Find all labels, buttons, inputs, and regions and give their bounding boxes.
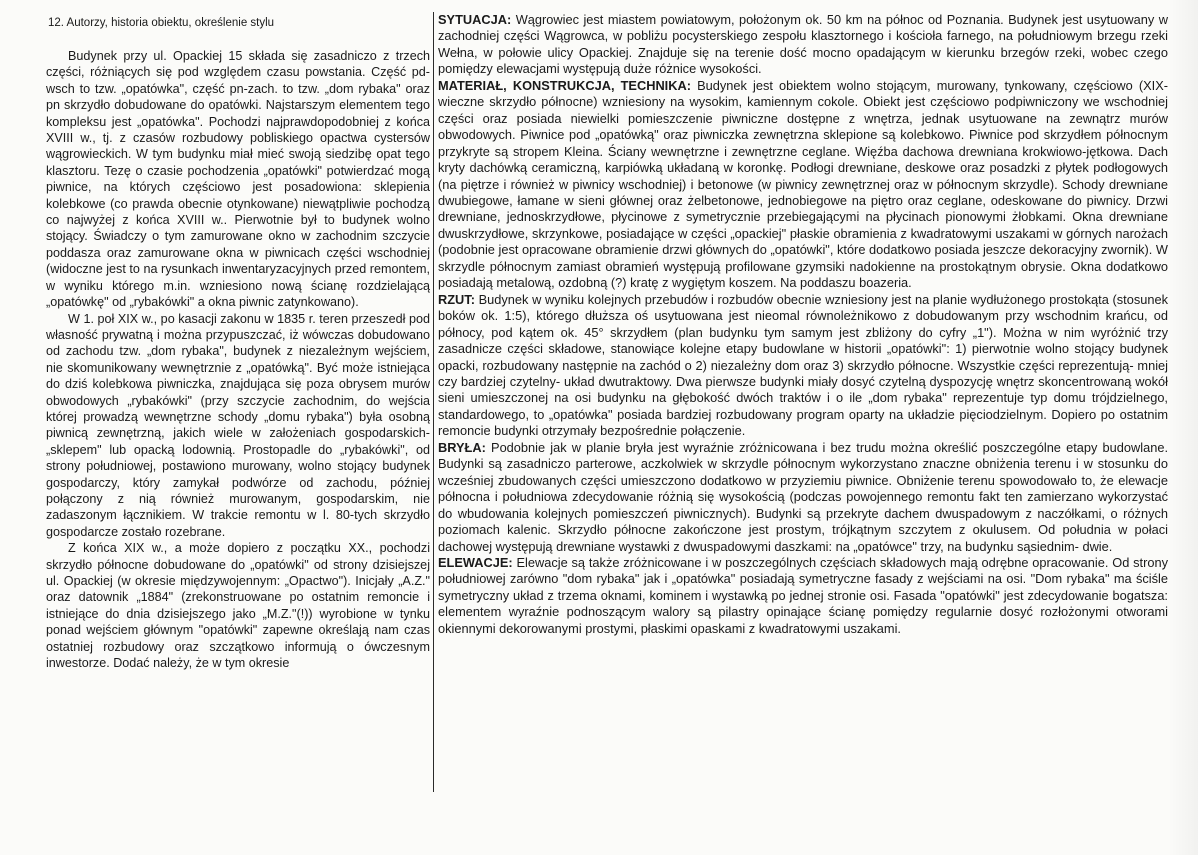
section-heading: ELEWACJE: (438, 554, 513, 570)
section-heading: MATERIAŁ, KONSTRUKCJA, TECHNIKA: (438, 77, 691, 93)
section-rzut (438, 292, 1168, 440)
paragraph: Budynek przy ul. Opackiej 15 składa się zasadniczo z trzech części, różniących się pod względem czasu powstania. Część pd-wsch to tzw. „opatówka", część pn-zach. to tzw. „dom rybaka" oraz pn skrzydło dobudowane do opatówki. Najstarszym elementem tego kompleksu jest „opatówka". Pochodzi najprawdopodobniej z końca XVIII w., tj. z czasów rozbudowy pobliskiego opactwa cystersów wągrowieckich. W tym budynku miał mieć swoją siedzibę opat tego klasztoru. Tezę o czasie pochodzenia „opatówki" potwierdzać mogą piwnice, na których częściowo jest posadowiona: sklepienia kolebkowe (co prawda obecnie otynkowane) niewątpliwie pochodzą co najwyżej z końca XVIII w.. Pierwotnie był to budynek wolno stojący. Świadczy o tym zamurowane okno w zachodnim szczycie poddasza oraz zamurowane okna w piwnicach części wschodniej (widoczne jest to na rysunkach inwentaryzacyjnych przed remontem, w wyniku którego m.in. wzniesiono nową ścianę rozdzielającą „opatówkę" od „rybakówki" a okna piwnic zatynkowano). (46, 49, 430, 310)
paragraph: Z końca XIX w., a może dopiero z początku XX., pochodzi skrzydło północne dobudowane do „opatówki" od strony dzisiejszej ul. Opackiej (w okresie międzywojennym: „Opactwo"). Inicjały „A.Z." oraz datownik „1884" (zrekonstruowane po ostatnim remoncie i istniejące do dnia dzisiejszego jako „M.Z."(!)) wyrobione w tynku ponad wejściem głównym "opatówki" zapewne określają nam czas ostatniej rozbudowy oraz szczątkowo informują o ówczesnym inwestorze. Dodać należy, że w tym okresie (46, 541, 430, 671)
section-material (438, 78, 1168, 292)
section-text: Budynek w wyniku kolejnych przebudów i rozbudów obecnie wzniesiony jest na planie wydłużonego prostokąta (stosunek boków ok. 1:5), którego dłuższa oś usytuowana jest nieomal równoleżnikowo z dobudowanym przy wschodnim krańcu, od północy, pod kątem ok. 45° skrzydłem (plan budynku tym samym jest zbliżony do cyfry „1"). Można w nim wyróżnić trzy zasadnicze części składowe, stanowiące kolejne etapy budowlane w historii „opatówki": 1) pierwotnie wolno stojący budynek opacki, rozbudowany następnie na zachód o 2) niezależny dom oraz 3) skrzydło północne. Wszystkie części reprezentują- mniej czy bardziej czytelny- układ dwutraktowy. Dwa pierwsze budynki miały dosyć czytelną dyspozycję wnętrz skoncentrowaną wokół sieni umieszczonej na osi budynku na głębokość dwóch traktów i o ile „dom rybaka" reprezentuje typ domu trójdzielnego, standardowego, to „opatówka" posiada bardziej rozbudowany program oparty na układzie pięciodzielnym. Dopiero po ostatnim remoncie budynki otrzymały bezpośrednie połączenie. (438, 291, 1168, 439)
scan-edge-shade (1168, 0, 1198, 855)
section-elewacje (438, 555, 1168, 637)
section-text: Elewacje są także zróżnicowane i w poszczególnych częściach składowych mają odrębne opracowanie. Od strony południowej zarówno "dom rybaka" jak i „opatówka" posiadają symetryczne fasady z wejściami na osi. "Dom rybaka" ma ściśle symetryczny układ z trzema oknami, kominem i wystawką po jednej stronie osi. Fasada "opatówki" jest zdecydowanie bogatsza: elementem wyraźnie podnoszącym walory są pilastry opinające ścianę pomiędzy regularnie dosyć rozłożonymi otworami okiennymi dekorowanymi prostymi, płaskimi opaskami z kwadratowymi uszakami. (438, 554, 1168, 636)
section-bryla (438, 440, 1168, 555)
left-column (46, 48, 430, 671)
section-heading: BRYŁA: (438, 439, 486, 455)
section-heading: RZUT: (438, 291, 475, 307)
section-heading: SYTUACJA: (438, 12, 512, 27)
section-text: Podobnie jak w planie bryła jest wyraźnie zróżnicowana i bez trudu można określić poszczególne etapy budowlane. Budynki są zasadniczo parterowe, aczkolwiek w skrzydle północnym wykorzystano znaczne obniżenia terenu i w stosunku do wcześniej zbudowanych części umieszczono dodatkowo w przyziemiu piwnice. Obniżenie terenu spowodowało to, że elewacje północna i południowa zdecydowanie różnią się wysokością (podczas powojennego remontu fakt ten zamierzano wykorzystać do wbudowania kolejnych pomieszczeń piwnicznych). Budynki są przekryte dachem dwuspadowym z naczółkami, o różnych poziomach kalenic. Skrzydło północne zakończone jest prostym, trójkątnym szczytem z okulusem. Od południa w połaci dachowej występują drewniane wystawki z dwuspadowymi daszkami: na „opatówce" trzy, na budynku sąsiednim- dwie. (438, 439, 1168, 554)
column-divider (433, 12, 434, 792)
paragraph: W 1. poł XIX w., po kasacji zakonu w 1835 r. teren przeszedł pod własność prywatną i można przypuszczać, iż wówczas dobudowano od zachodu tzw. „dom rybaka", budynek z niezależnym wejściem, nie skomunikowany wewnętrznie z „opatówką". Być może istniejąca do dziś kolebkowa piwniczka, znajdująca się poza obrysem murów obwodowych „rybakówki" (przy szczycie zachodnim, do wejścia której prowadzą wewnętrzne schody „domu rybaka") była osobną piwnicą zewnętrzną, jakich wiele w założeniach gospodarskich- „sklepem" lub opacką lodownią. Prostopadle do „rybakówki", od strony południowej, postawiono murowany, wolno stojący budynek gospodarczy, który zamykał podwórze od zachodu, później połączony z nią również murowanym, gospodarskim, nie zadaszonym łącznikiem. W trakcie remontu w l. 80-tych skrzydło gospodarcze zostało rozebrane. (46, 311, 430, 539)
section-text: Wągrowiec jest miastem powiatowym, położonym ok. 50 km na północ od Poznania. Budynek jest usytuowany w zachodniej części Wągrowca, w pobliżu pocysterskiego zespołu klasztornego i kościoła farnego, na południowym brzegu rzeki Wełna, w połowie ulicy Opackiej. Znajduje się na terenie dość mocno opadającym w kierunku brzegów rzeki, wobec czego pomiędzy elewacjami występują duże różnice wysokości. (438, 12, 1168, 77)
section-title: 12. Autorzy, historia obiektu, określenie stylu (48, 17, 275, 29)
right-column (438, 12, 1168, 637)
section-sytuacja (438, 12, 1168, 78)
section-text: Budynek jest obiektem wolno stojącym, murowany, tynkowany, częściowo (XIX- wieczne skrzydło północne) wzniesiony na wysokim, kamiennym cokole. Obiekt jest częściowo podpiwniczony we wschodniej części oraz posiada niewielki pomieszczenie piwniczne dostępne z wnętrza, jednak usytuowane na zewnątrz murów obwodowych. Piwnice pod „opatówką" oraz piwniczka zewnętrzna sklepione są kolebkowo. Piwnice pod skrzydłem północnym przykryte są stropem Kleina. Ściany wewnętrzne i zewnętrzne ceglane. Więźba dachowa drewniana krokwiowo-jętkowa. Dach kryty dachówką ceramiczną, karpiówką układaną w koronkę. Podłogi drewniane, deskowe oraz posadzki z płytek podłogowych (na piętrze i również w piwnicy wschodniej) i betonowe (w piwnicy zewnętrznej oraz w północnym skrzydle). Schody drewniane dwubiegowe, łamane w sieni głównej oraz żelbetonowe, jednobiegowe na piętro oraz ceglane, odeskowane do piwnicy. Drzwi drewniane, jednoskrzydłowe, płycinowe z symetrycznie przebiegającymi na płycinach pionowymi żłobkami. Okna drewniane dwuskrzydłowe, skrzynkowe, posiadające w części „opackiej" płaskie obramienia z kwadratowymi uszakami w górnych narożach (podobnie jest opracowane obramienie drzwi głównych do „opatówki", które dodatkowo posiada jeszcze dekoracyjny zwornik). W skrzydle północnym zamiast obramień występują profilowane gzymsiki nadokienne na prostokątnym obrysie. Okna dodatkowo posiadają metalową, ozdobną (?) kratę z wygiętym koszem. Na poddaszu boazeria. (438, 77, 1168, 291)
